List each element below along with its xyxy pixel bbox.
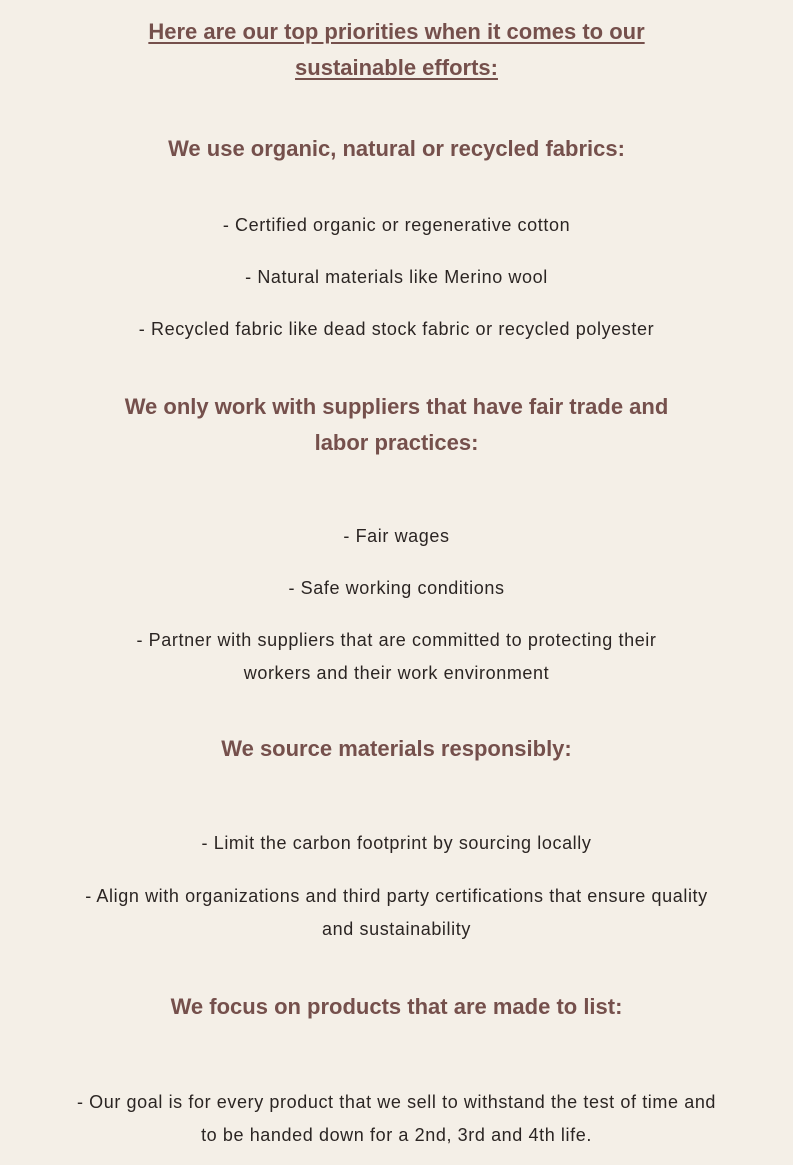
section-heading: We focus on products that are made to list: bbox=[170, 994, 623, 1019]
section-list bbox=[24, 1086, 769, 1152]
section-list bbox=[24, 827, 769, 946]
intro-heading: Here are our top priorities when it comes to our sustainable efforts: bbox=[148, 19, 645, 80]
list-item: - Fair wages bbox=[343, 526, 450, 546]
list-item: - Certified organic or regenerative cotton bbox=[222, 215, 571, 235]
list-item: - Align with organizations and third party certifications that ensure quality and sustainability bbox=[85, 886, 708, 939]
section-suppliers bbox=[24, 389, 769, 690]
list-item: - Recycled fabric like dead stock fabric or recycled polyester bbox=[138, 319, 655, 339]
list-item: - Partner with suppliers that are committed to protecting their workers and their work environment bbox=[136, 630, 657, 683]
sustainability-content bbox=[24, 0, 769, 1152]
section-sourcing bbox=[24, 731, 769, 946]
section-fabrics bbox=[24, 131, 769, 346]
list-item: - Our goal is for every product that we sell to withstand the test of time and to be handed down for a 2nd, 3rd and 4th life. bbox=[76, 1092, 717, 1145]
list-item: - Limit the carbon footprint by sourcing locally bbox=[201, 833, 592, 853]
list-item: - Natural materials like Merino wool bbox=[245, 267, 548, 287]
section-heading: We source materials responsibly: bbox=[221, 736, 572, 761]
section-heading: We use organic, natural or recycled fabrics: bbox=[168, 136, 625, 161]
section-heading: We only work with suppliers that have fair trade and labor practices: bbox=[124, 394, 669, 455]
list-item: - Safe working conditions bbox=[288, 578, 505, 598]
section-products bbox=[24, 989, 769, 1152]
section-list bbox=[24, 520, 769, 690]
section-list bbox=[24, 209, 769, 346]
